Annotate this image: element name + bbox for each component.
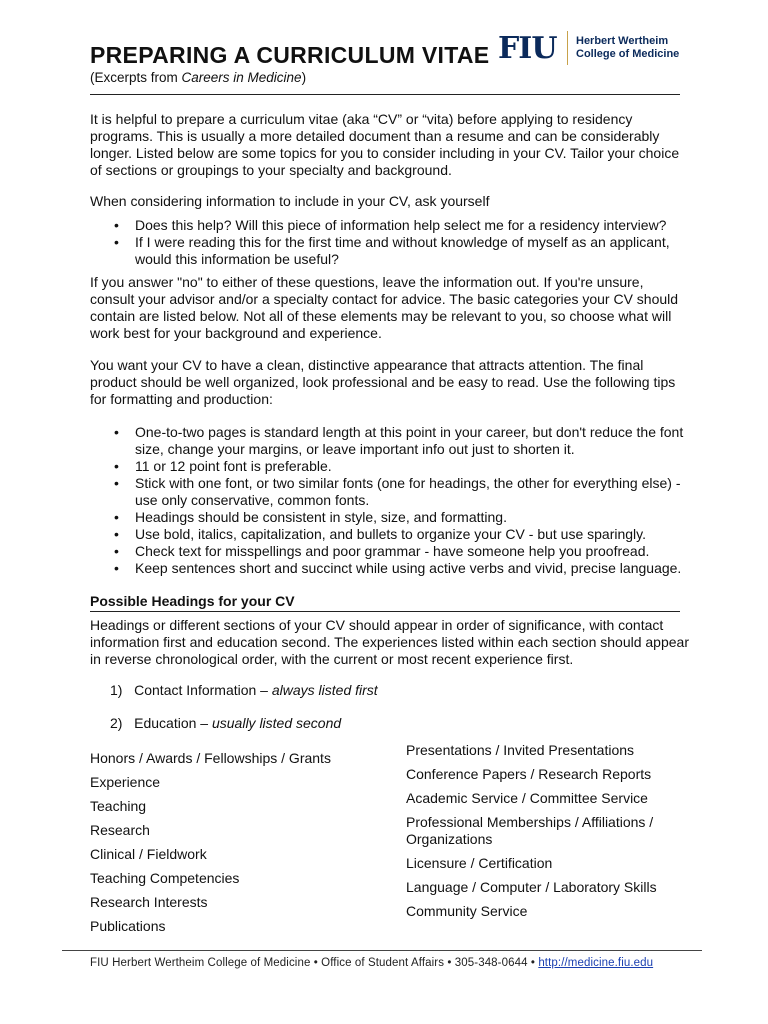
logo-college-name — [576, 35, 679, 61]
footer-text: FIU Herbert Wertheim College of Medicine • Office of Student Affairs • 305-348-0644 • — [90, 957, 539, 969]
heading-item: Conference Papers / Research Reports — [406, 766, 652, 782]
heading-item: Honors / Awards / Fellowships / Grants — [90, 750, 331, 766]
heading-item: Professional Memberships / Affiliations / Organizations — [406, 814, 654, 847]
item-label: Education – — [134, 715, 212, 731]
subtitle-suffix: ) — [301, 70, 307, 85]
list-item: • Check text for misspellings and poor grammar - have someone help you proofread. — [90, 543, 690, 560]
footer — [90, 957, 653, 969]
heading-item: Language / Computer / Laboratory Skills — [406, 879, 657, 895]
heading-item: Community Service — [406, 903, 528, 919]
list-item: • Headings should be consistent in style, size, and formatting. — [90, 509, 690, 526]
list-item: • Does this help? Will this piece of information help select me for a residency interview? — [90, 217, 690, 234]
subtitle-prefix: (Excerpts from — [90, 70, 182, 85]
heading-item: Research Interests — [90, 894, 208, 910]
page-title: PREPARING A CURRICULUM VITAE — [90, 42, 490, 68]
formatting-tips-list — [90, 424, 690, 577]
heading-item: Publications — [90, 918, 166, 934]
question-list — [90, 217, 690, 268]
heading-item: Research — [90, 822, 150, 838]
list-item: • Keep sentences short and succinct while using active verbs and vivid, precise language. — [90, 560, 690, 577]
list-item: • If I were reading this for the first time and without knowledge of myself as an applicant, would this information be useful? — [90, 234, 690, 268]
footer-website-link[interactable]: http://medicine.fiu.edu — [538, 957, 654, 969]
ask-yourself-paragraph: When considering information to include in your CV, ask yourself — [90, 193, 490, 209]
logo-line-1: Herbert Wertheim — [576, 35, 669, 47]
heading-item: Presentations / Invited Presentations — [406, 742, 635, 758]
item-number: 2) — [110, 715, 123, 731]
advice-paragraph: If you answer "no" to either of these questions, leave the information out. If you're unsure, consult your advisor and/or a specialty contact for advice. The basic categories your CV should contain are listed below. Not all of these elements may be relevant to you, so choose what will work best for your background and experience. — [90, 274, 679, 341]
list-item: • Stick with one font, or two similar fonts (one for headings, the other for everything else) - use only conservative, common fonts. — [90, 475, 690, 509]
list-item: • One-to-two pages is standard length at this point in your career, but don't reduce the font size, change your margins, or leave important info out just to shorten it. — [90, 424, 690, 458]
appearance-paragraph: You want your CV to have a clean, distinctive appearance that attracts attention. The final product should be well organized, look professional and be easy to read. Use the following tips for formatting and production: — [90, 357, 676, 407]
heading-item: Experience — [90, 774, 161, 790]
list-item: • 11 or 12 point font is preferable. — [90, 458, 690, 475]
footer-rule — [62, 950, 702, 951]
heading-item: Teaching Competencies — [90, 870, 240, 886]
item-number: 1) — [110, 682, 123, 698]
heading-item: Academic Service / Committee Service — [406, 790, 648, 806]
heading-item: Clinical / Fieldwork — [90, 846, 207, 862]
header-rule — [90, 94, 680, 95]
heading-item: Teaching — [90, 798, 147, 814]
fiu-logo — [498, 30, 679, 66]
page-subtitle — [90, 70, 306, 85]
item-note: usually listed second — [211, 715, 342, 731]
heading-item: Licensure / Certification — [406, 855, 553, 871]
logo-divider — [567, 31, 569, 65]
headings-right-column — [406, 742, 696, 920]
subtitle-source: Careers in Medicine — [181, 70, 302, 85]
intro-paragraph: It is helpful to prepare a curriculum vitae (aka “CV” or “vita) before applying to residency programs. This is usually a more detailed document than a resume and can be considerably longer. Listed below are some topics for you to consider including in your CV. Tailor your choice of sections or groupings to your specialty and background. — [90, 111, 680, 178]
numbered-item-education — [110, 715, 341, 731]
item-label: Contact Information – — [134, 682, 272, 698]
headings-paragraph: Headings or different sections of your CV should appear in order of significance, with contact information first and education second. The experiences listed within each section should appear in reverse chronological order, with the current or most recent experience first. — [90, 617, 689, 667]
headings-left-column — [90, 750, 380, 935]
list-item: • Use bold, italics, capitalization, and bullets to organize your CV - but use sparingly. — [90, 526, 690, 543]
item-note: always listed first — [271, 682, 378, 698]
logo-mark: FIU — [498, 30, 557, 66]
logo-line-2: College of Medicine — [576, 48, 680, 60]
section-rule — [90, 611, 680, 612]
numbered-item-contact — [110, 682, 378, 698]
section-heading: Possible Headings for your CV — [90, 593, 295, 609]
